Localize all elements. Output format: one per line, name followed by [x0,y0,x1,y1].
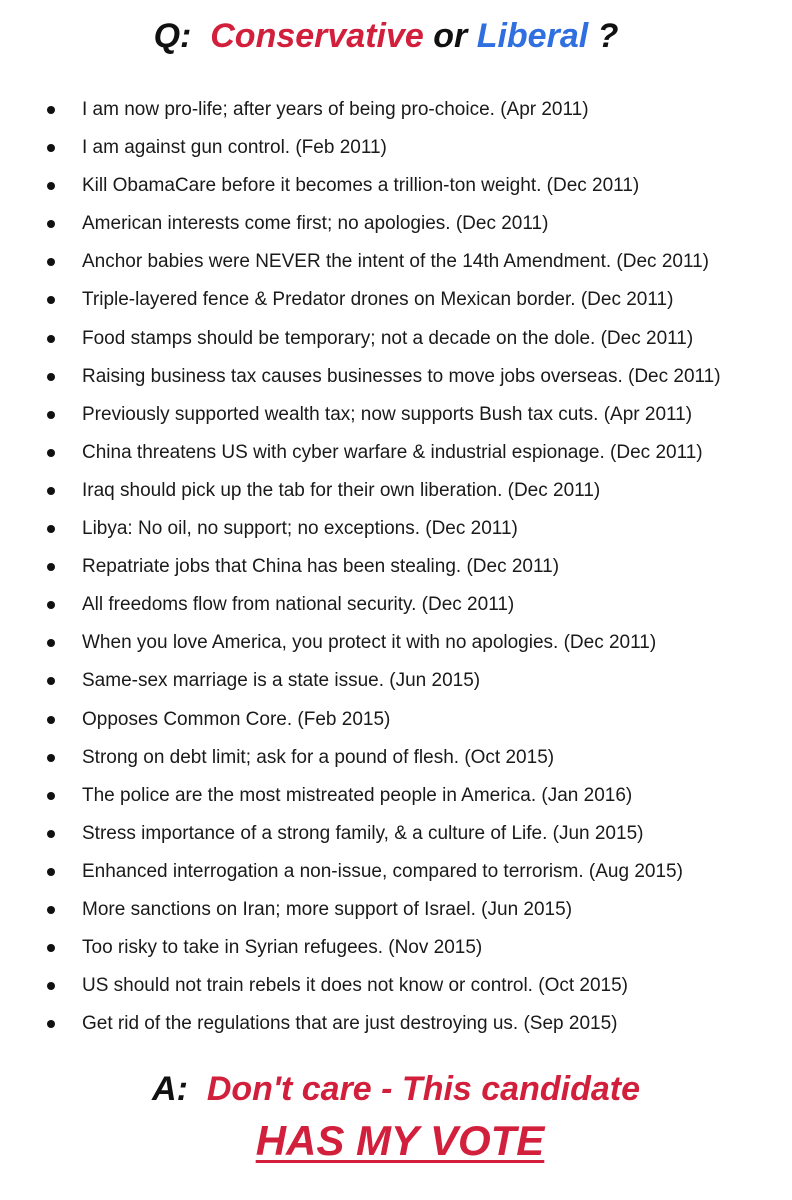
bullet-icon [47,601,55,609]
list-item-text: When you love America, you protect it with no apologies. (Dec 2011) [82,632,657,654]
list-item-text: American interests come first; no apologies. (Dec 2011) [82,213,549,235]
stance-list [0,91,792,1043]
list-item-text: Enhanced interrogation a non-issue, compared to terrorism. (Aug 2015) [82,860,683,882]
list-item [0,396,792,434]
question-mark: ? [597,17,619,55]
bullet-icon [47,411,55,419]
list-item-text: Libya: No oil, no support; no exceptions. (Dec 2011) [82,518,518,540]
list-item-text: Opposes Common Core. (Feb 2015) [82,708,391,730]
question-heading [0,12,772,60]
list-item-text: Repatriate jobs that China has been stealing. (Dec 2011) [82,556,560,578]
list-item-text: Iraq should pick up the tab for their own liberation. (Dec 2011) [82,479,601,501]
bullet-icon [47,525,55,533]
list-item [0,1005,792,1043]
list-item [0,129,792,167]
list-item [0,967,792,1005]
list-item-text: US should not train rebels it does not know or control. (Oct 2015) [82,975,628,997]
list-item [0,891,792,929]
list-item [0,739,792,777]
list-item-text: Triple-layered fence & Predator drones on Mexican border. (Dec 2011) [82,289,674,311]
list-item [0,91,792,129]
list-item [0,205,792,243]
list-item [0,358,792,396]
list-item [0,243,792,281]
or-label: or [433,17,468,55]
bullet-icon [47,258,55,266]
list-item-text: All freedoms flow from national security. (Dec 2011) [82,594,515,616]
list-item-text: Get rid of the regulations that are just destroying us. (Sep 2015) [82,1013,618,1035]
list-item-text: I am now pro-life; after years of being pro-choice. (Apr 2011) [82,99,589,120]
bullet-icon [47,106,55,114]
vote-banner: HAS MY VOTE [255,1117,545,1164]
list-item [0,853,792,891]
bullet-icon [47,639,55,647]
list-item-text: More sanctions on Iran; more support of Israel. (Jun 2015) [82,898,573,920]
list-item-text: Anchor babies were NEVER the intent of the 14th Amendment. (Dec 2011) [82,251,709,273]
bullet-icon [47,868,55,876]
answer-prefix: A: [152,1070,188,1108]
list-item [0,434,792,472]
bullet-icon [47,296,55,304]
bullet-icon [47,754,55,762]
list-item [0,929,792,967]
bullet-icon [47,182,55,190]
bullet-icon [47,487,55,495]
list-item-text: Previously supported wealth tax; now supports Bush tax cuts. (Apr 2011) [82,403,693,425]
bullet-icon [47,944,55,952]
list-item [0,624,792,662]
bullet-icon [47,373,55,381]
list-item [0,586,792,624]
bullet-icon [47,830,55,838]
bullet-icon [47,144,55,152]
list-item-text: China threatens US with cyber warfare & industrial espionage. (Dec 2011) [82,441,703,463]
list-item [0,815,792,853]
question-prefix: Q: [153,17,192,55]
list-item [0,701,792,739]
list-item-text: The police are the most mistreated people in America. (Jan 2016) [82,784,633,806]
list-item [0,548,792,586]
list-item-text: Food stamps should be temporary; not a decade on the dole. (Dec 2011) [82,327,694,349]
list-item [0,662,792,700]
bullet-icon [47,563,55,571]
bullet-icon [47,220,55,228]
list-item-text: Kill ObamaCare before it becomes a trillion-ton weight. (Dec 2011) [82,175,640,197]
bullet-icon [47,677,55,685]
list-item-text: Too risky to take in Syrian refugees. (Nov 2015) [82,937,483,959]
list-item [0,281,792,319]
answer-heading [0,1066,792,1112]
list-item [0,510,792,548]
list-item [0,320,792,358]
bullet-icon [47,906,55,914]
list-item [0,167,792,205]
conservative-label: Conservative [210,17,424,55]
bullet-icon [47,1020,55,1028]
bullet-icon [47,335,55,343]
list-item-text: Raising business tax causes businesses to move jobs overseas. (Dec 2011) [82,365,721,387]
list-item [0,472,792,510]
list-item-text: Strong on debt limit; ask for a pound of flesh. (Oct 2015) [82,746,555,768]
liberal-label: Liberal [476,17,589,55]
list-item [0,777,792,815]
list-item-text: I am against gun control. (Feb 2011) [82,137,387,159]
answer-text: Don't care - This candidate [206,1070,640,1108]
list-item-text: Stress importance of a strong family, & a culture of Life. (Jun 2015) [82,822,644,844]
bullet-icon [47,792,55,800]
bullet-icon [47,449,55,457]
list-item-text: Same-sex marriage is a state issue. (Jun 2015) [82,670,481,692]
bullet-icon [47,982,55,990]
bullet-icon [47,716,55,724]
